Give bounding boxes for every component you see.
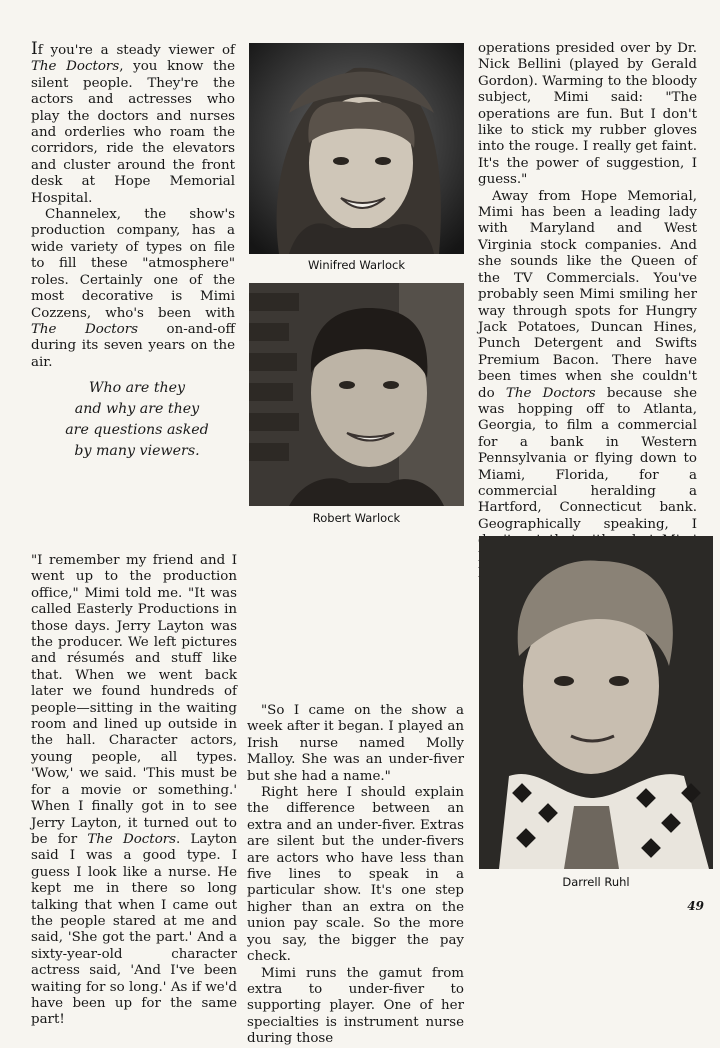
- photo-robert-warlock: [249, 283, 464, 506]
- article-column-2: [31, 553, 237, 1029]
- photo-winifred-warlock: [249, 43, 464, 254]
- article-paragraph-3: "I remember my friend and I went up to the production office," Mimi told me. "It was called Easterly Productions in those days. Jerry Layton was the producer. We left pictures and résumés and stuff like that. When we went back later we found hundreds of people—sitting in the waiting room and lined up outside in the hall. Character actors, young people, all types. 'Wow,' we said. 'This must be for a movie or something.' When I finally got in to see Jerry Layton, it turned out to be for The Doctors. Layton said I was a good type. I guess I look like a nurse. He kept me in there so long talking that when I came out the people stared at me and said, 'She got the part.' And a sixty-year-old character actress said, 'And I've been waiting for so long.' As if we'd have been up for the same part!: [31, 553, 237, 1028]
- article-column-1: [31, 41, 235, 371]
- article-paragraph-4: "So I came on the show a week after it began. I played an Irish nurse named Molly Malloy. She was an under-fiver but she had a name.": [247, 703, 464, 784]
- portrait-young-man-image: [479, 536, 713, 869]
- caption-robert-warlock: Robert Warlock: [312, 511, 401, 525]
- portrait-man-image: [249, 283, 464, 506]
- article-paragraph-6: Mimi runs the gamut from extra to under-fiver to supporting player. One of her specialties is instrument nurse during those: [247, 965, 464, 1047]
- page-number: 49: [687, 899, 704, 913]
- article-column-3: [478, 41, 697, 582]
- drop-cap: I: [31, 39, 38, 59]
- article-paragraph-1: If you're a steady viewer of The Doctors, you know the silent people. They're the actors and actresses who play the doctors and nurses and orderlies who roam the corridors, ride the elevators and cluster around the front desk at Hope Memorial Hospital.: [31, 39, 236, 206]
- caption-winifred-warlock: Winifred Warlock: [308, 258, 405, 272]
- article-paragraph-5: Right here I should explain the difference between an extra and an under-fiver. Extras are silent but the under-fivers are actors who have less than five lines to speak in a particular show. It's one step higher than an extra on the union pay scale. So the more you say, the bigger the pay check.: [247, 785, 464, 965]
- pull-quote: Who are they and why are they are questions asked by many viewers.: [65, 380, 209, 459]
- photo-darrell-ruhl: [479, 536, 713, 869]
- portrait-woman-image: [249, 43, 464, 254]
- article-paragraph-8: Away from Hope Memorial, Mimi has been a leading lady with Maryland and West Virginia stock companies. And she sounds like the Queen of the TV Commercials. You've probably seen Mimi smiling her way through spots for Hungry Jack Potatoes, Duncan Hines, Punch Detergent and Swifts Premium Bacon. There have been times when she couldn't do The Doctors because she was hopping off to Atlanta, Georgia, to film a commercial for a bank in Western Pennsylvania or flying down to Miami, Florida, for a commercial heralding a Hartford, Connecticut bank. Geographically speaking, I: [478, 188, 698, 532]
- article-paragraph-7: operations presided over by Dr. Nick Bellini (played by Gerald Gordon). Warming to the bloody subject, Mimi said: "The operations are fun. But I don't like to stick my rubber gloves into the rouge. I really get faint. It's the power of suggestion, I guess.": [478, 41, 697, 188]
- article-column-2b: [247, 703, 464, 1048]
- caption-darrell-ruhl: Darrell Ruhl: [562, 875, 630, 889]
- article-paragraph-2: Channelex, the show's production company, has a wide variety of types on file to fill these "atmosphere" roles. Certainly one of the most decorative is Mimi Cozzens, who's been with The Doctors on-and-off during its seven years on the air.: [31, 207, 235, 370]
